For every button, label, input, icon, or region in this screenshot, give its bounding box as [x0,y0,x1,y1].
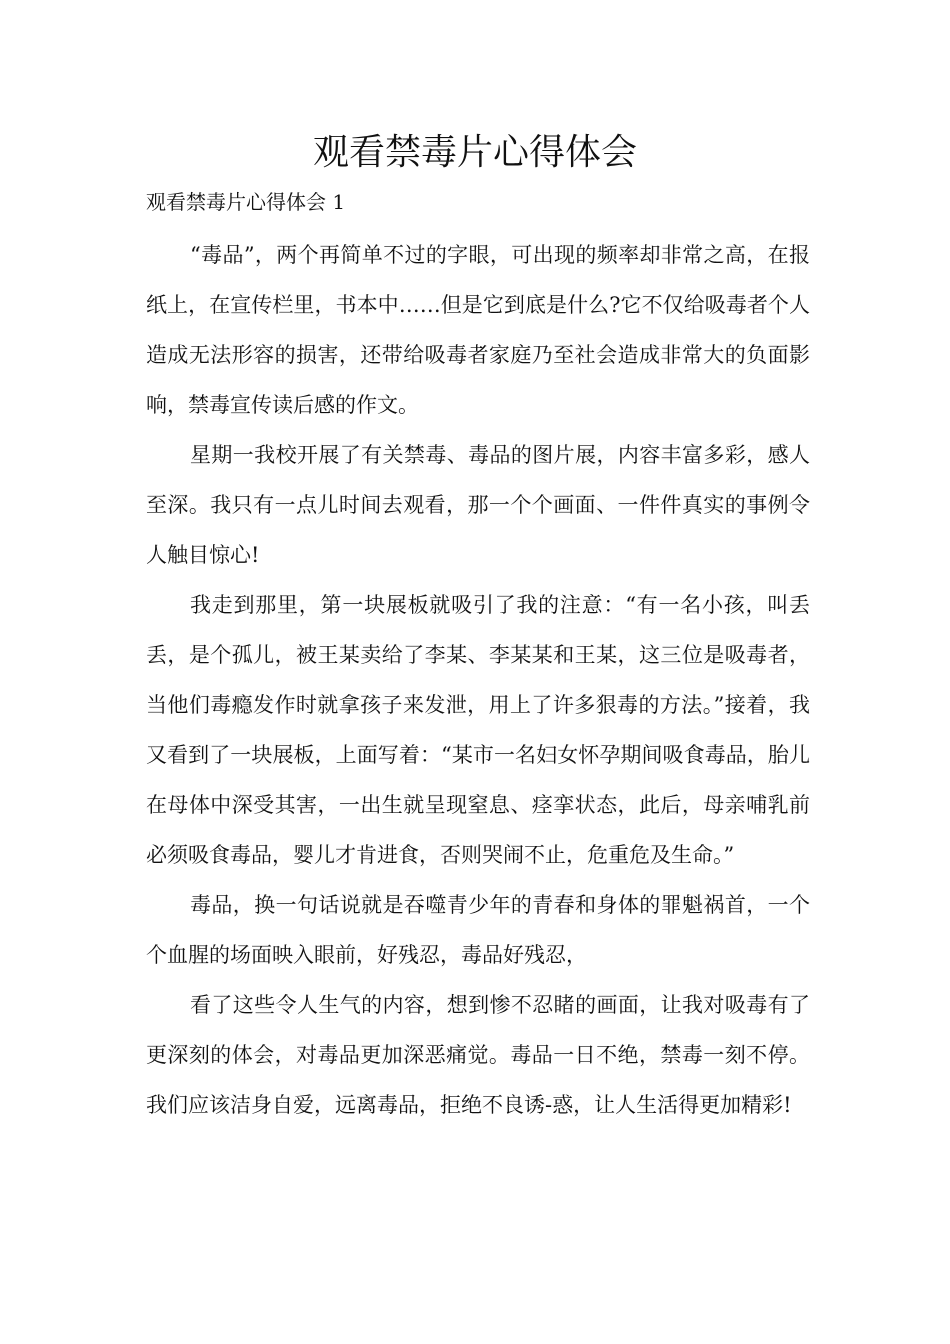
body-text [146,230,810,1130]
paragraph-3: 我走到那里，第一块展板就吸引了我的注意：“有一名小孩，叫丢丢，是个孤儿，被王某卖给了李某、李某某和王某，这三位是吸毒者，当他们毒瘾发作时就拿孩子来发泄，用上了许多狠毒的方法。”接着，我又看到了一块展板，上面写着：“某市一名妇女怀孕期间吸食毒品，胎儿在母体中深受其害，一出生就呈现窒息、痉挛状态，此后，母亲哺乳前必须吸食毒品，婴儿才肯进食，否则哭闹不止，危重危及生命。” [146,593,810,867]
paragraph-4: 毒品，换一句话说就是吞噬青少年的青春和身体的罪魁祸首，一个个血腥的场面映入眼前，好残忍，毒品好残忍， [146,893,810,967]
paragraph-1: “毒品”，两个再简单不过的字眼，可出现的频率却非常之高，在报纸上，在宣传栏里，书本中……但是它到底是什么?它不仅给吸毒者个人造成无法形容的损害，还带给吸毒者家庭乃至社会造成非常大的负面影响，禁毒宣传读后感的作文。 [146,243,810,417]
section-heading: 观看禁毒片心得体会 1 [146,190,346,214]
paragraph-5: 看了这些令人生气的内容，想到惨不忍睹的画面，让我对吸毒有了更深刻的体会，对毒品更加深恶痛觉。毒品一日不绝，禁毒一刻不停。我们应该洁身自爱，远离毒品，拒绝不良诱-惑，让人生活得更加精彩! [146,993,810,1117]
page-title: 观看禁毒片心得体会 [312,132,637,173]
paragraph-2: 星期一我校开展了有关禁毒、毒品的图片展，内容丰富多彩，感人至深。我只有一点儿时间去观看，那一个个画面、一件件真实的事例令人触目惊心! [146,443,810,567]
